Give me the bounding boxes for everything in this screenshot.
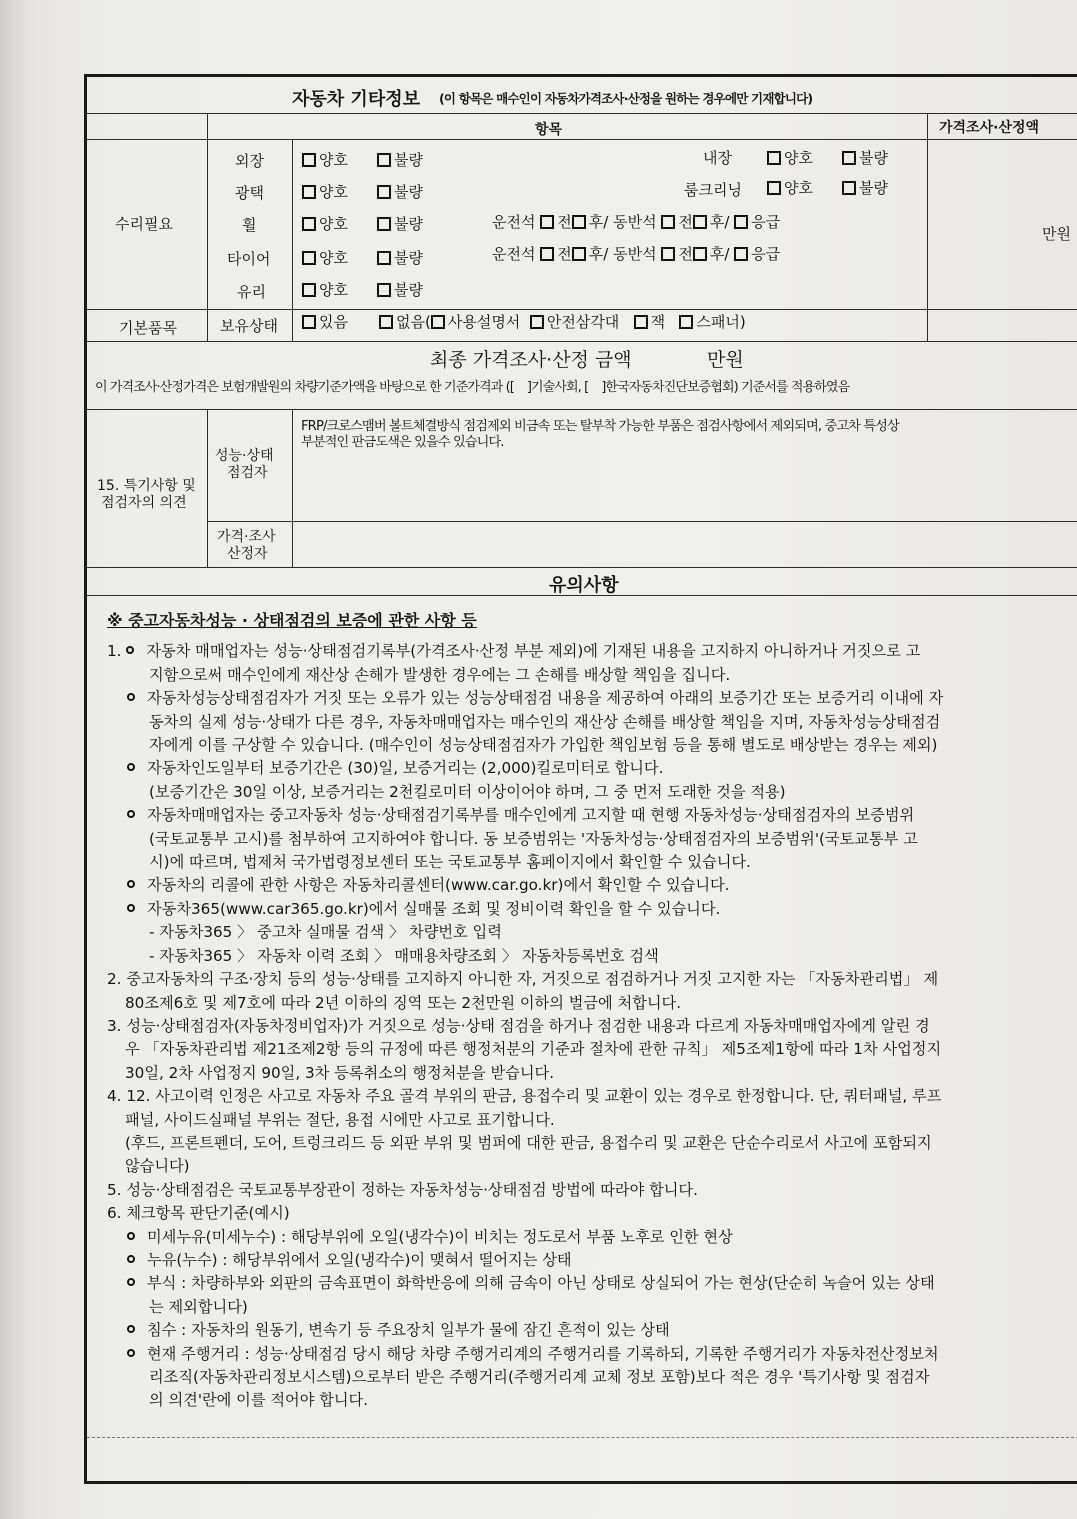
inspector-opinion-line1: FRP/크로스맴버 볼트체결방식 점검제외 비금속 또는 탈부착 가능한 부품은 점검사항에서 제외되며, 중고차 특성상: [301, 419, 899, 434]
repair-label: 수리필요: [115, 215, 173, 233]
room-good-checkbox[interactable]: [767, 181, 781, 195]
special-label-2: 점검자의 의견: [101, 495, 187, 511]
jack-checkbox[interactable]: [634, 315, 648, 329]
polish-good-checkbox[interactable]: [302, 185, 316, 199]
manual-checkbox[interactable]: [431, 315, 445, 329]
interior-good-checkbox[interactable]: [767, 151, 781, 165]
glass-bad-checkbox[interactable]: [377, 283, 391, 297]
notes-body: ※ 중고자동차성능 · 상태점검의 보증에 관한 사항 등 1. 자동차 매매업자는 성능·상태점검기록부(가격조사·산정 부분 제외)에 기재된 내용을 고지하지 아니하거나 거짓으로 고 지함으로써 매수인에게 재산상 손해가 발생한 경우에는 그 손해를 배상할 책임을 집니다. 자동차성능상태점검자가 거짓 또는 오류가 있는 성능상태점검 내용을 제공하여 아래의 보증기간 또는 보증거리 이내에 자 동차의 실제 성능·상태가 다른 경우, 자동차매매업자는 매수인의 재산상 손해를 배상할 책임을 지며, 자동차성능상태점검 자에게 이를 구상할 수 있습니다. (매수인이 성능상태점검자가 가입한 책임보험 등을 통해 별도로 배상받는 경우는 제외) 자동차인도일부터 보증기간은 (30)일, 보증거리는 (2,000)킬로미터로 합니다. (보증기간은 30일 이상, 보증거리는 2천킬로미터 이상이어야 하며, 그 중 먼저 도래한 것을 적용) 자동차매매업자는 중고자동차 성능·상태점검기록부를 매수인에게 고지할 때 현행 자동차성능·상태점검자의 보증범위 (국토교통부 고시)를 첨부하여 고지하여야 합니다. 동 보증범위는 '자동차성능·상태점검자의 보증범위'(국토교통부 고 시)에 따르며, 법제처 국가법령정보센터 또는 국토교통부 홈페이지에서 확인할 수 있습니다. 자동차의 리콜에 관한 사항은 자동차리콜센터(www.car.go.kr)에서 확인할 수 있습니다. 자동차365(www.car365.go.kr)에서 실매물 조회 및 정비이력 확인을 할 수 있습니다. - 자동차365 〉 중고차 실매물 검색 〉 차량번호 입력 - 자동차365 〉 자동차 이력 조회 〉 매매용차량조회 〉 자동차등록번호 검색 2. 중고자동차의 구조·장치 등의 성능·상태를 고지하지 아니한 자, 거짓으로 점검하거나 거짓 고지한 자는 「자동차관리법」 제 80조제6호 및 제7호에 따라 2년 이하의 징역 또는 2천만원 이하의 벌금에 처합니다. 3. 성능·상태점검자(자동차정비업자)가 거짓으로 성능·상태 점검을 하거나 점검한 내용과 다르게 자동차매매업자에게 알린 경 우 「자동차관리법 제21조제2항 등의 규정에 따른 행정처분의 기준과 절차에 관한 규칙」 제5조제1항에 따라 1차 사업정지 30일, 2차 사업정지 90일, 3차 등록취소의 행정처분을 받습니다. 4. 12. 사고이력 인정은 사고로 자동차 주요 골격 부위의 판금, 용접수리 및 교환이 있는 경우로 한정합니다. 단, 쿼터패널, 루프 패널, 사이드실패널 부위는 절단, 용접 시에만 사고로 표기합니다. (후드, 프론트펜더, 도어, 트렁크리드 등 외판 부위 및 범퍼에 대한 판금, 용접수리 및 교환은 단순수리로서 사고에 포함되지 않습니다) 5. 성능·상태점검은 국토교통부장관이 정하는 자동차성능·상태점검 방법에 따라야 합니다. 6. 체크항목 판단기준(예시) 미세누유(미세누수) : 해당부위에 오일(냉각수)이 비치는 정도로서 부품 노후로 인한 현상 누유(누수) : 해당부위에서 오일(냉각수)이 맺혀서 떨어지는 상태 부식 : 차량하부와 외판의 금속표면이 화학반응에 의해 금속이 아닌 상태로 상실되어 가는 현상(단순히 녹슬어 있는 상태 는 제외합니다) 침수 : 자동차의 원동기, 변속기 등 주요장치 일부가 물에 잠긴 흔적이 있는 상태 현재 주행거리 : 성능·상태점검 당시 해당 차량 주행거리계의 주행거리를 기록하되, 기록한 주행거리가 자동차전산정보처 리조직(자동차관리정보시스템)으로부터 받은 주행거리(주행거리계 교체 정보 포함)보다 적은 경우 '특기사항 및 점검자 의 의견'란에 이를 적어야 합니다.: [107, 609, 1074, 1413]
final-price-unit: 만원: [707, 349, 744, 371]
inspector-label-2: 점검자: [227, 465, 268, 481]
exterior-bad-checkbox[interactable]: [377, 153, 391, 167]
col-item-header: 항목: [535, 122, 563, 138]
basic-have-checkbox[interactable]: [302, 315, 316, 329]
tire-driver-rear-checkbox[interactable]: [572, 247, 586, 261]
inspector-label-1: 성능·상태: [215, 448, 274, 464]
appraiser-label-1: 가격·조사: [217, 529, 276, 545]
spanner-checkbox[interactable]: [679, 315, 693, 329]
item-wheel: 휠: [242, 216, 257, 234]
exterior-good-checkbox[interactable]: [302, 153, 316, 167]
form-frame: [84, 74, 1077, 1484]
item-tire: 타이어: [227, 250, 271, 268]
tire-pass-rear-checkbox[interactable]: [693, 247, 707, 261]
appraiser-label-2: 산정자: [227, 546, 268, 562]
room-bad-checkbox[interactable]: [842, 181, 856, 195]
interior-bad-checkbox[interactable]: [842, 151, 856, 165]
col-price-header: 가격조사·산정액: [939, 120, 1039, 136]
item-glass: 유리: [237, 283, 266, 301]
item-exterior: 외장: [235, 152, 264, 170]
wheel-driver-front-checkbox[interactable]: [540, 215, 554, 229]
glass-good-checkbox[interactable]: [302, 283, 316, 297]
basic-status-label: 보유상태: [220, 317, 278, 335]
notes-title: 유의사항: [549, 575, 619, 596]
tire-good-checkbox[interactable]: [302, 251, 316, 265]
tire-bad-checkbox[interactable]: [377, 251, 391, 265]
wheel-bad-checkbox[interactable]: [377, 217, 391, 231]
section-title: 자동차 기타정보: [292, 89, 420, 110]
section-note: (이 항목은 매수인이 자동차가격조사·산정을 원하는 경우에만 기재합니다): [439, 91, 813, 106]
item-polish: 광택: [235, 184, 264, 202]
wheel-pass-front-checkbox[interactable]: [661, 215, 675, 229]
final-price-basis: 이 가격조사·산정가격은 보험개발원의 차량기준가액을 바탕으로 한 기준가격과 ([ ]기술사회, [ ]한국자동차진단보증협회) 기준서를 적용하였음: [95, 380, 850, 395]
notes-subtitle: ※ 중고자동차성능 · 상태점검의 보증에 관한 사항 등: [107, 611, 477, 630]
item-interior: 내장: [703, 149, 732, 167]
tire-pass-front-checkbox[interactable]: [661, 247, 675, 261]
final-price-title: 최종 가격조사·산정 금액: [430, 349, 632, 371]
triangle-checkbox[interactable]: [530, 315, 544, 329]
wheel-driver-rear-checkbox[interactable]: [572, 215, 586, 229]
other-info-table: 자동차 기타정보 (이 항목은 매수인이 자동차가격조사·산정을 원하는 경우에만 기재합니다) 항목 가격조사·산정액 수리필요 만원 외장 양호 불량 내장 양호 불량 광택 양호 불량 룸크리닝 양호 불량 휠 양호 불량 운전석 전 후/ 동반석 전 후/ 응급 타이어 양호 불량 운전석 전 후/ 동반석 전 후/ 응급 유리 양호 불량 기본품목 보유상태 있음 없음( 사용설명서 안전삼각대 잭 스패너) 최종 가격조사·산정 금액 만원 이 가격조사·산정가격은 보험개발원의 차량기준가액을 바탕으로 한 기준가격과 ([ ]기술사회, [ ]한국자동차진단보증협회) 기준서를 적용하였음 15. 특기사항 및 점검자의 의견 성능·상태 점검자 FRP/크로스맴버 볼트체결방식 점검제외 비금속 또는 탈부착 가능한 부품은 점검사항에서 제외되며, 중고차 특성상 부분적인 판금도색은 있을수 있습니다. 가격·조사 산정자 유의사항: [87, 77, 1077, 567]
item-room-cleaning: 룸크리닝: [684, 181, 742, 199]
wheel-pass-rear-checkbox[interactable]: [693, 215, 707, 229]
price-unit: 만원: [1042, 225, 1071, 243]
tire-spare-checkbox[interactable]: [734, 247, 748, 261]
basic-none-checkbox[interactable]: [379, 315, 393, 329]
special-label-1: 15. 특기사항 및: [97, 478, 196, 494]
tire-driver-front-checkbox[interactable]: [540, 247, 554, 261]
inspector-opinion-line2: 부분적인 판금도색은 있을수 있습니다.: [301, 435, 504, 450]
basic-label: 기본품목: [119, 319, 177, 337]
wheel-spare-checkbox[interactable]: [734, 215, 748, 229]
wheel-good-checkbox[interactable]: [302, 217, 316, 231]
polish-bad-checkbox[interactable]: [377, 185, 391, 199]
